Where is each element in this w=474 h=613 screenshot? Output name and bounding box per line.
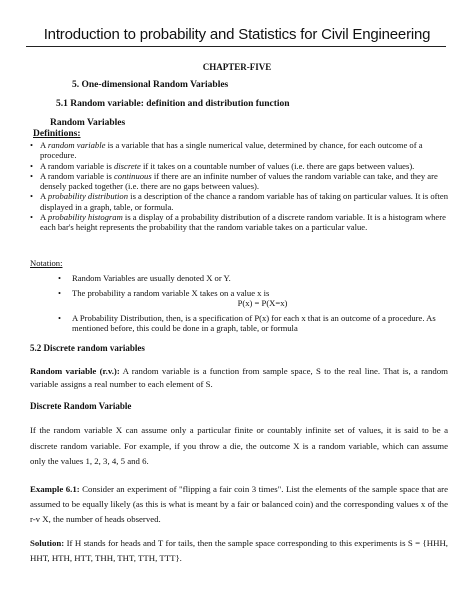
definition-item: • A probability distribution is a description of the chance a random variable has of taking on particular values. It is often displayed in a graph, table, or formula. — [30, 191, 449, 212]
bullet-icon: • — [30, 191, 34, 202]
definitions-label: Definitions: — [33, 129, 81, 139]
bullet-icon: • — [30, 170, 34, 181]
section-heading-5-1: 5.1 Random variable: definition and distribution function — [56, 99, 290, 109]
bullet-icon: • — [30, 160, 34, 171]
definition-item: • A random variable is discrete if it takes on a countable number of values (i.e. there are gaps between values). — [30, 160, 415, 171]
definition-item: • A random variable is continuous if there are an infinite number of values the random variable can take, and they are densely packed together (i.e. there are no gaps between values). — [30, 170, 438, 192]
chapter-title: CHAPTER-FIVE — [202, 62, 272, 72]
definitions-list — [30, 140, 450, 233]
definition-item: • A probability histogram is a display of a probability distribution of a discrete random variable. It is a histogram where each bar's height represents the probability that the random variable takes on a particular value. — [30, 212, 446, 233]
bullet-icon: • — [58, 273, 62, 283]
paragraph-example: Example 6.1: Consider an experiment of "flipping a fair coin 3 times". List the elements of the sample space that are assumed to be equally likely (as this is what is meant by a fair or balanced coin) and the corresponding values x of the r-v X, the number of heads observed. — [30, 484, 449, 525]
bullet-icon: • — [30, 140, 34, 150]
notation-label: Notation: — [30, 258, 63, 268]
bullet-icon: • — [58, 287, 62, 298]
notation-item: • Random Variables are usually denoted X or Y. — [58, 273, 231, 283]
notation-list — [58, 273, 453, 334]
paragraph-random-variable: Random variable (r.v.): A random variable is a function from sample space, S to the real line. That is, a random variable assigns a real number to each element of S. — [30, 366, 448, 389]
section-heading-5-2: 5.2 Discrete random variables — [30, 343, 145, 353]
running-header: Introduction to probability and Statistics for Civil Engineering — [43, 26, 431, 43]
paragraph-discrete-definition: If the random variable X can assume only a particular finite or countably infinite set of values, it is said to be a discrete random variable. For example, if you throw a die, the outcome X is a random variable, which can assume only the values 1, 2, 3, 4, 5 and 6. — [30, 425, 448, 467]
notation-item: • The probability a random variable X takes on a value x is P(x) = P(X=x) — [58, 288, 453, 309]
bullet-icon: • — [30, 212, 34, 223]
probability-formula: P(x) = P(X=x) — [237, 298, 288, 309]
paragraph-solution: Solution: If H stands for heads and T for tails, then the sample space corresponding to this experiments is S = {HHH, HHT, HTH, HTT, THH, THT, TTH, TTT}. — [30, 538, 448, 563]
heading-discrete-random-variable: Discrete Random Variable — [30, 401, 132, 411]
bullet-icon: • — [58, 312, 62, 323]
header-rule — [26, 46, 446, 47]
definition-item: • A random variable is a variable that has a single numerical value, determined by chance, for each outcome of a procedure. — [30, 140, 423, 161]
subheading-random-variables: Random Variables — [50, 118, 126, 128]
notation-item: • A Probability Distribution, then, is a specification of P(x) for each x that is an outcome of a procedure. As mentioned before, this could be done in a graph, table, or formula — [58, 312, 436, 334]
section-heading-5: 5. One-dimensional Random Variables — [72, 80, 229, 90]
